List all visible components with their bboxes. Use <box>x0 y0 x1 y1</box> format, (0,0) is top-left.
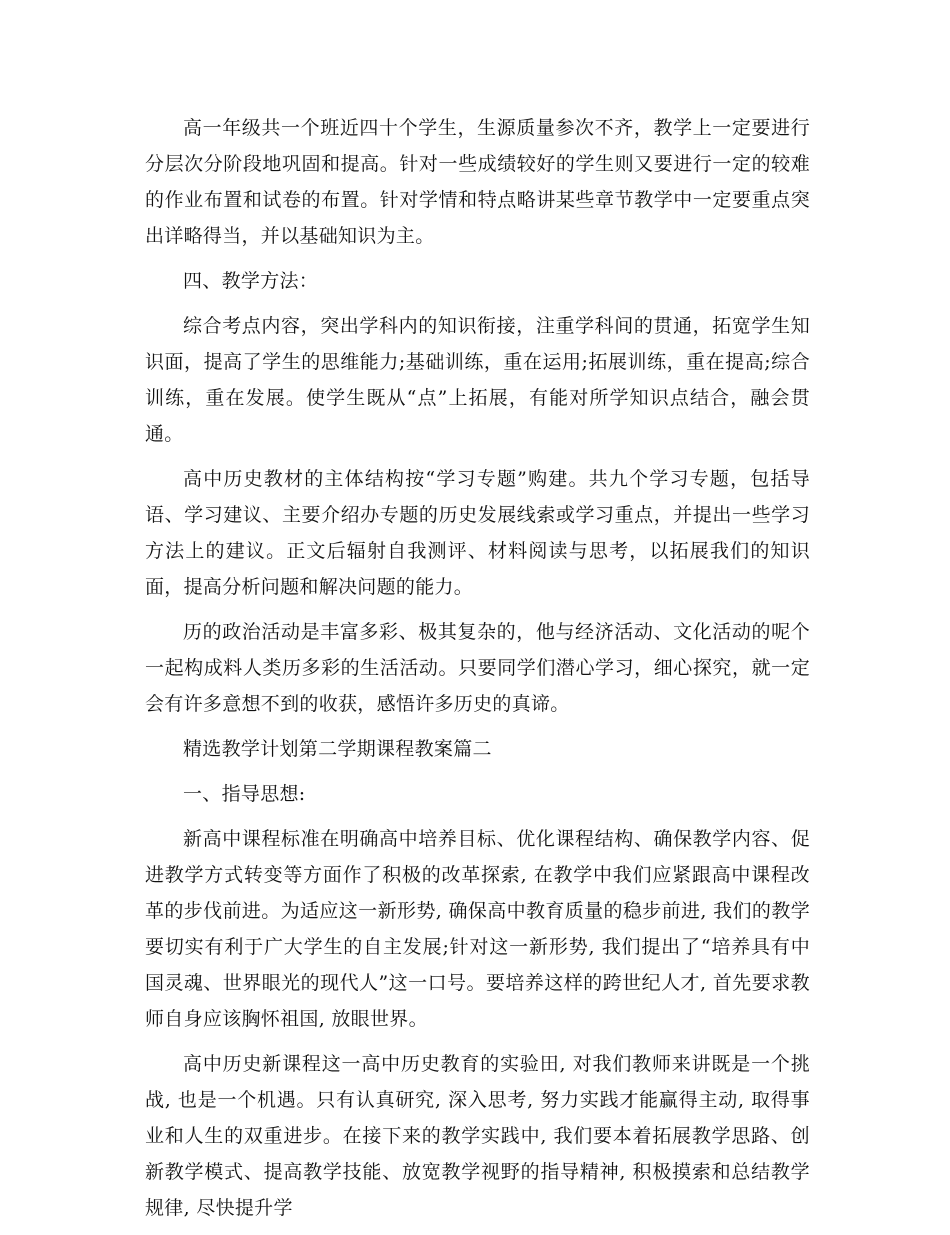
article-title-part-two: 精选教学计划第二学期课程教案篇二 <box>183 738 492 760</box>
paragraph-textbook-structure: 高中历史教材的主体结构按“学习专题”购建。共九个学习专题，包括导语、学习建议、主要介绍办专题的历史发展线索或学习重点，并提出一些学习方法上的建议。正文后辐射自我测评、材料阅读与思考，以拓展我们的知识面，提高分析问题和解决问题的能力。 <box>145 468 810 598</box>
document-body <box>145 110 810 1235</box>
paragraph-political-activities: 历的政治活动是丰富多彩、极其复杂的，他与经济活动、文化活动的呢个一起构成料人类历多彩的生活活动。只要同学们潜心学习，细心探究，就一定会有许多意想不到的收获，感悟许多历史的真谛。 <box>145 621 810 715</box>
section-heading-guiding-ideas: 一、指导思想: <box>183 783 306 805</box>
paragraph-curriculum-standard: 新高中课程标准在明确高中培养目标、优化课程结构、确保教学内容、促进教学方式转变等方面作了积极的改革探索, 在教学中我们应紧跟高中课程改革的步伐前进。为适应这一新形势, 确保高中教育质量的稳步前进, 我们的教学要切实有利于广大学生的自主发展;针对这一新形势, 我们提出了“培养具有中国灵魂、世界眼光的现代人”这一口号。要培养这样的跨世纪人才, 首先要求教师自身应该胸怀祖国, 放眼世界。 <box>145 828 810 1030</box>
paragraph-new-curriculum: 高中历史新课程这一高中历史教育的实验田, 对我们教师来讲既是一个挑战, 也是一个机遇。只有认真研究, 深入思考, 努力实践才能赢得主动, 取得事业和人生的双重进步。在接下来的教学实践中, 我们要本着拓展教学思路、创新教学模式、提高教学技能、放宽教学视野的指导精神, 积极摸索和总结教学规律, 尽快提升学 <box>145 1053 810 1219</box>
paragraph-comprehensive-points: 综合考点内容，突出学科内的知识衔接，注重学科间的贯通，拓宽学生知识面，提高了学生的思维能力;基础训练，重在运用;拓展训练，重在提高;综合训练，重在发展。使学生既从“点”上拓展，有能对所学知识点结合，融会贯通。 <box>145 315 810 445</box>
section-heading-teaching-methods: 四、教学方法： <box>183 270 319 292</box>
paragraph-student-situation: 高一年级共一个班近四十个学生，生源质量参次不齐，教学上一定要进行分层次分阶段地巩固和提高。针对一些成绩较好的学生则又要进行一定的较难的作业布置和试卷的布置。针对学情和特点略讲某些章节教学中一定要重点突出详略得当，并以基础知识为主。 <box>145 117 810 247</box>
